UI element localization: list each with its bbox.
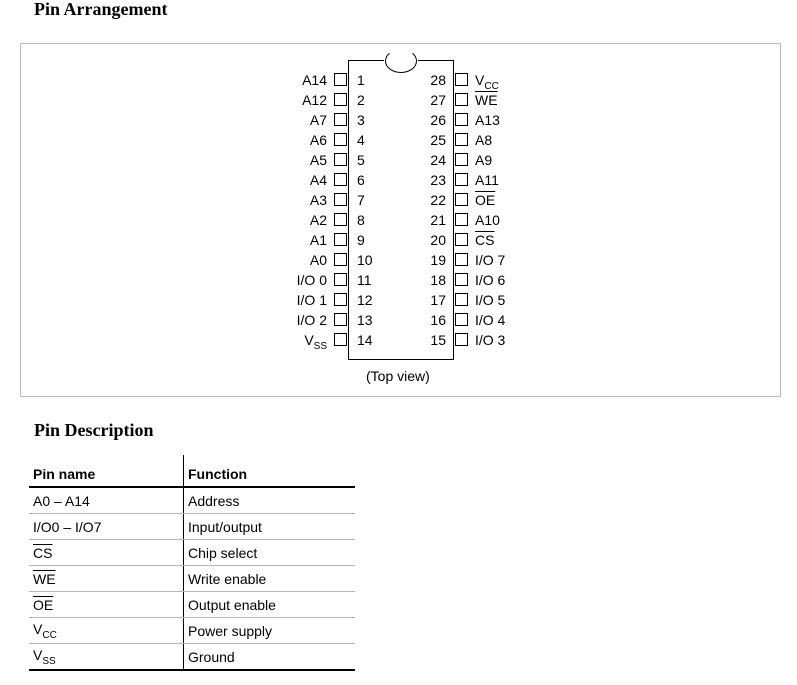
pin-number: 25 [430,132,446,148]
pin-label: A0 [309,252,327,268]
pin-box [455,313,468,326]
pin-28 [0,71,797,92]
function-cell: Power supply [184,618,356,644]
pin-box [455,213,468,226]
function-cell: Ground [184,644,356,671]
table-row [29,487,355,514]
pin-15 [0,331,797,349]
pin-number: 16 [430,312,446,328]
pin-name-cell: $V_{CC}$ [29,618,184,644]
pin-label: A2 [309,212,327,228]
pin-18 [0,271,797,289]
pin-label: A1 [309,232,327,248]
pin-number: 10 [357,252,373,268]
table-header-row [29,455,355,487]
function-cell: Address [184,487,356,514]
header-pin-name: Pin name [29,455,184,487]
pin-label: A9 [475,152,493,168]
pin-box [455,133,468,146]
table-row [29,540,355,566]
pin-number: 27 [430,92,446,108]
pin-label: A6 [309,132,327,148]
pin-label: A5 [309,152,327,168]
pin-27 [0,91,797,109]
pin-label: I/O 3 [475,332,506,348]
pin-label: I/O 1 [296,292,327,308]
pin-number: 7 [357,192,365,208]
pin-number: 11 [357,272,372,288]
pin-23 [0,171,797,189]
pin-label: I/O 5 [475,292,506,308]
pin-26 [0,111,797,129]
pin-box [455,173,468,186]
pin-name-cell: $\overline{WE}$ [29,566,184,592]
pin-number: 4 [357,132,365,148]
diagram-caption: (Top view) [366,368,430,384]
pin-box [455,293,468,306]
pin-name-cell: $\overline{CS}$ [29,540,184,566]
pin-number: 22 [430,192,446,208]
pin-label: I/O 0 [296,272,327,288]
pin-16 [0,311,797,329]
pin-box [455,93,468,106]
table-row [29,514,355,540]
pin-box [455,333,468,346]
pin-19 [0,251,797,269]
function-cell: Chip select [184,540,356,566]
pin-number: 1 [357,72,365,88]
pin-description-table [29,455,355,671]
chip-notch [385,49,417,73]
pin-number: 8 [357,212,365,228]
pin-name-cell: $\overline{OE}$ [29,592,184,618]
function-cell: Output enable [184,592,356,618]
pin-label: A14 [302,72,327,88]
pin-label: I/O 2 [296,312,327,328]
pin-arrangement-heading: Pin Arrangement [34,0,168,19]
pin-number: 9 [357,232,365,248]
pin-label: A13 [475,112,500,128]
pin-box [455,233,468,246]
table-row [29,592,355,618]
pin-label: $V_{SS}$ [304,332,327,352]
pin-label: $\overline{WE}$ [475,92,498,108]
pin-17 [0,291,797,309]
pin-number: 28 [430,72,446,88]
pin-label: A10 [475,212,500,228]
pin-number: 13 [357,312,373,328]
pin-box [455,253,468,266]
pin-label: A11 [475,172,499,188]
function-cell: Input/output [184,514,356,540]
pin-20 [0,231,797,249]
pin-name-cell: I/O0 – I/O7 [29,514,184,540]
pin-number: 2 [357,92,365,108]
pin-number: 23 [430,172,446,188]
pin-name-cell: $V_{SS}$ [29,644,184,671]
table-body [29,487,355,670]
pin-description-heading: Pin Description [34,420,154,440]
pin-box [455,113,468,126]
pin-label: $\overline{CS}$ [475,232,495,248]
pin-number: 14 [357,332,373,348]
pin-label: I/O 7 [475,252,506,268]
function-cell: Write enable [184,566,356,592]
pin-box [455,153,468,166]
pin-number: 24 [430,152,446,168]
pin-number: 20 [430,232,446,248]
pin-24 [0,151,797,169]
pin-21 [0,211,797,229]
pin-box [455,193,468,206]
pin-25 [0,131,797,149]
pin-number: 21 [430,212,446,228]
header-function: Function [184,455,356,487]
pin-box [455,73,468,86]
pin-number: 19 [430,252,446,268]
pin-label: $V_{CC}$ [475,72,499,92]
table-row [29,644,355,671]
pin-box [455,273,468,286]
pin-label: A8 [475,132,493,148]
pin-label: A3 [309,192,327,208]
pin-number: 18 [430,272,446,288]
pin-number: 15 [430,332,446,348]
pin-number: 12 [357,292,373,308]
table-row [29,618,355,644]
table-row [29,566,355,592]
pin-22 [0,191,797,209]
pin-label: $\overline{OE}$ [475,192,496,208]
pin-number: 5 [357,152,365,168]
pin-number: 6 [357,172,365,188]
pin-label: A4 [309,172,327,188]
pin-label: A7 [309,112,327,128]
pin-number: 17 [430,292,446,308]
pin-name-cell: A0 – A14 [29,487,184,514]
pin-number: 26 [430,112,446,128]
pin-label: I/O 4 [475,312,506,328]
pin-label: A12 [302,92,327,108]
pin-number: 3 [357,112,365,128]
pin-label: I/O 6 [475,272,506,288]
